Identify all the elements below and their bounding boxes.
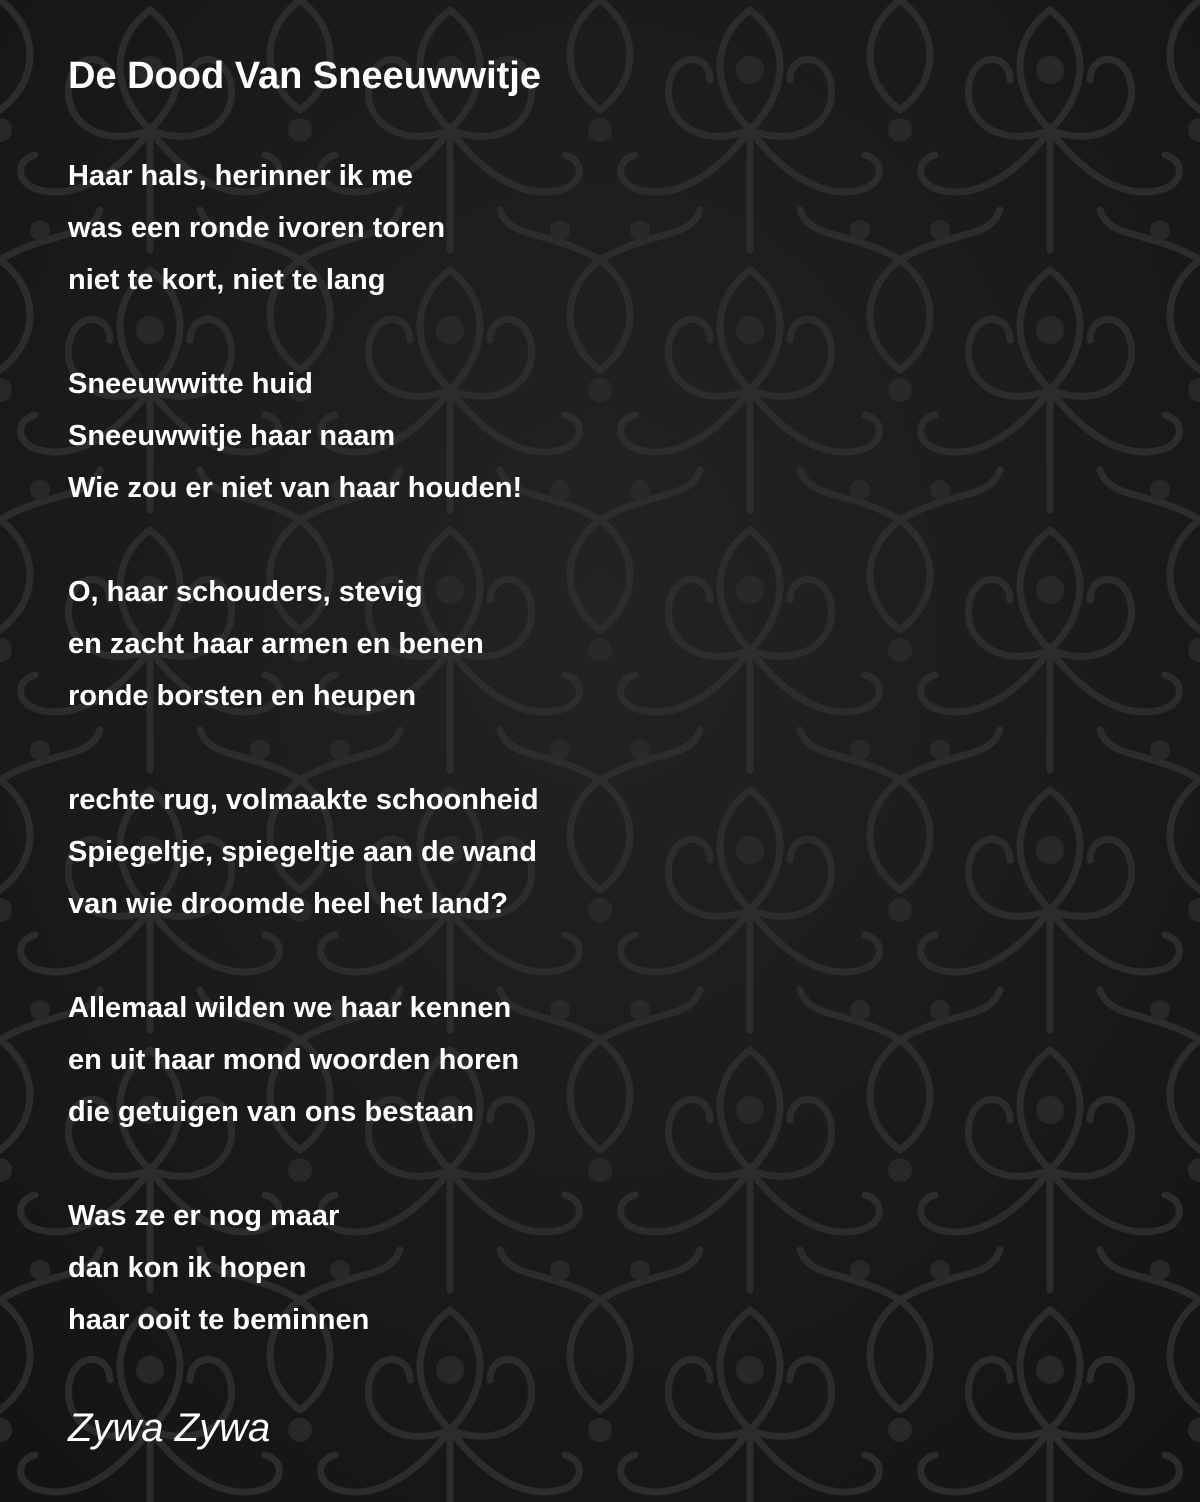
poem-container <box>68 52 1148 1398</box>
stanza-3 <box>68 566 1148 722</box>
stanza-2 <box>68 358 1148 514</box>
poem-line: Spiegeltje, spiegeltje aan de wand <box>68 836 537 868</box>
poem-line: en uit haar mond woorden horen <box>68 1044 520 1076</box>
poem-title: De Dood Van Sneeuwwitje <box>68 55 541 97</box>
poem-line: Allemaal wilden we haar kennen <box>68 992 512 1024</box>
poem-line: rechte rug, volmaakte schoonheid <box>68 784 539 816</box>
stanza-4 <box>68 774 1148 930</box>
poem-line: die getuigen van ons bestaan <box>68 1096 475 1128</box>
stanza-6 <box>68 1190 1148 1346</box>
poem-line: haar ooit te beminnen <box>68 1304 370 1336</box>
poem-line: Sneeuwwitje haar naam <box>68 420 396 452</box>
poem-body <box>68 150 1148 1346</box>
stanza-5 <box>68 982 1148 1138</box>
poem-line: Was ze er nog maar <box>68 1200 340 1232</box>
stanza-1 <box>68 150 1148 306</box>
poem-line: en zacht haar armen en benen <box>68 628 484 660</box>
poem-line: niet te kort, niet te lang <box>68 264 386 296</box>
poem-line: ronde borsten en heupen <box>68 680 417 712</box>
poem-line: Wie zou er niet van haar houden! <box>68 472 523 504</box>
poem-line: O, haar schouders, stevig <box>68 576 423 608</box>
poem-author: Zywa Zywa <box>68 1406 271 1450</box>
poem-line: Sneeuwwitte huid <box>68 368 313 400</box>
poem-line: Haar hals, herinner ik me <box>68 160 413 192</box>
poem-line: was een ronde ivoren toren <box>68 212 446 244</box>
poem-line: dan kon ik hopen <box>68 1252 307 1284</box>
poem-line: van wie droomde heel het land? <box>68 888 508 920</box>
